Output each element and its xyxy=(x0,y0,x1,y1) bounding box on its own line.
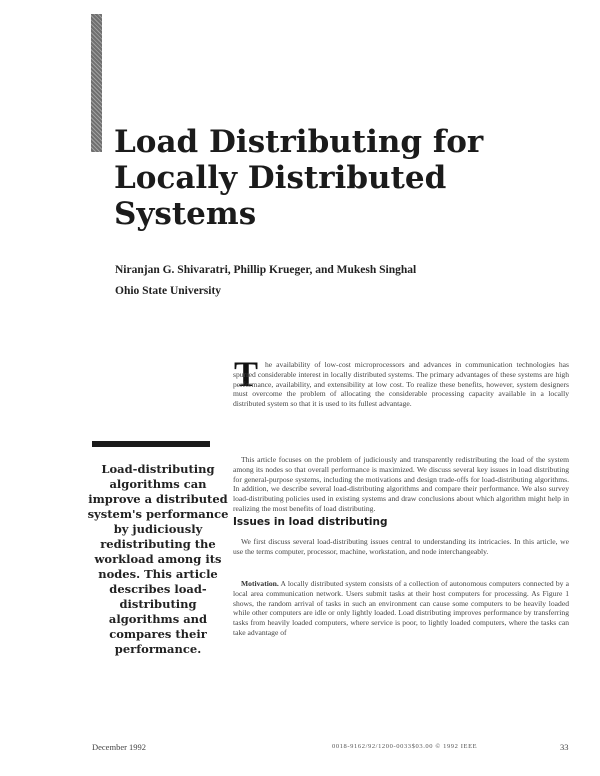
intro-paragraph-2: This article focuses on the problem of judiciously and transparently redistributing the load of the system among its nodes so that overall performance is maximized. We discuss several key issues in load distributing for general-purpose systems, including the motivations and design trade-offs for load-distributing algorithms. In addition, we describe several load-distributing algorithms and compare their performance. We also survey load-distributing policies used in existing systems and draw conclusions about which algorithm might help in realizing the most benefits of load distributing. xyxy=(233,455,569,513)
edge-marker-bar xyxy=(91,14,102,152)
section-paragraph-1: We first discuss several load-distributing issues central to understanding its intricacies. In this article, we use the terms computer, processor, machine, workstation, and node interchangeably. xyxy=(233,537,569,556)
intro-paragraph-1: he availability of low-cost microprocessors and advances in communication technologies has spurred considerable interest in locally distributed systems. The primary advantages of these systems are high performance, availability, and extensibility at low cost. To realize these benefits, however, system designers must overcome the problem of allocating the considerable processing capacity available in a locally distributed system so that it is used to its fullest advantage. xyxy=(233,360,569,409)
pull-quote-rule xyxy=(92,441,210,447)
run-in-heading: Motivation. xyxy=(241,579,279,588)
section-paragraph-2 xyxy=(233,579,569,638)
page-number: 33 xyxy=(560,742,569,752)
footer-date: December 1992 xyxy=(92,742,147,752)
article-title: Load Distributing for Locally Distributed Systems xyxy=(114,124,484,232)
footer-journal-code: 0018-9162/92/1200-0033$03.00 © 1992 IEEE xyxy=(332,743,478,750)
pull-quote: Load-distributing algorithms can improve a distributed system's performance by judiciously redistributing the workload among its nodes. This article describes load-distributing algorithms and compares their performance. xyxy=(87,462,229,656)
drop-cap: T xyxy=(234,354,259,394)
section-paragraph-2-text: A locally distributed system consists of a collection of autonomous computers connected by a local area communication network. Users submit tasks at their host computers for processing. As Figure 1 shows, the random arrival of tasks in such an environment can cause some computers to be heavily loaded while other computers are idle or only lightly loaded. Load distributing improves performance by transferring tasks from heavily loaded computers, where service is poor, to lightly loaded computers, where the tasks can take advantage of xyxy=(233,579,569,637)
section-heading: Issues in load distributing xyxy=(233,516,388,528)
author-block xyxy=(115,262,495,299)
author-affiliation: Ohio State University xyxy=(115,285,222,297)
author-names: Niranjan G. Shivaratri, Phillip Krueger, and Mukesh Singhal xyxy=(115,264,417,276)
